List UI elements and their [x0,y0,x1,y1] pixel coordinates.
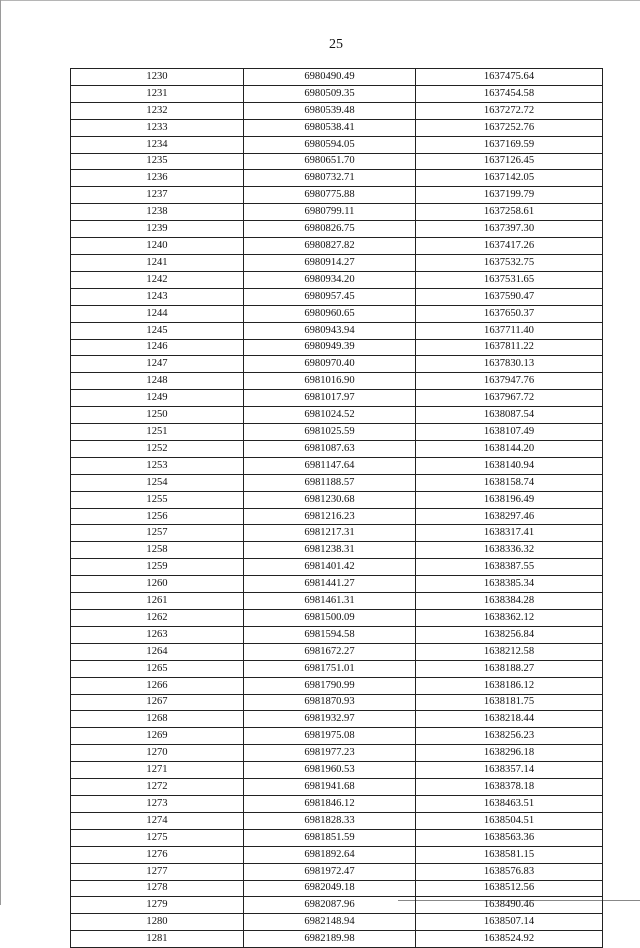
x-coordinate-cell: 6982189.98 [244,931,416,948]
table-row [71,880,603,897]
point-number-cell: 1242 [71,271,244,288]
y-coordinate-cell: 1638186.12 [416,677,603,694]
table-row [71,119,603,136]
table-row [71,339,603,356]
point-number-cell: 1244 [71,305,244,322]
x-coordinate-cell: 6981972.47 [244,863,416,880]
point-number-cell: 1241 [71,254,244,271]
x-coordinate-cell: 6981025.59 [244,424,416,441]
table-row [71,610,603,627]
y-coordinate-cell: 1637531.65 [416,271,603,288]
x-coordinate-cell: 6981238.31 [244,542,416,559]
table-row [71,491,603,508]
y-coordinate-cell: 1638378.18 [416,779,603,796]
x-coordinate-cell: 6980943.94 [244,322,416,339]
x-coordinate-cell: 6981500.09 [244,610,416,627]
point-number-cell: 1273 [71,795,244,812]
table-row [71,271,603,288]
scan-edge-left [0,0,1,905]
point-number-cell: 1257 [71,525,244,542]
y-coordinate-cell: 1638256.23 [416,728,603,745]
y-coordinate-cell: 1637272.72 [416,102,603,119]
y-coordinate-cell: 1637711.40 [416,322,603,339]
x-coordinate-cell: 6981016.90 [244,373,416,390]
y-coordinate-cell: 1638362.12 [416,610,603,627]
coordinates-table [70,68,603,948]
table-row [71,457,603,474]
table-row [71,373,603,390]
x-coordinate-cell: 6980960.65 [244,305,416,322]
point-number-cell: 1231 [71,85,244,102]
x-coordinate-cell: 6980539.48 [244,102,416,119]
y-coordinate-cell: 1638336.32 [416,542,603,559]
table-row [71,254,603,271]
y-coordinate-cell: 1637397.30 [416,221,603,238]
point-number-cell: 1251 [71,424,244,441]
point-number-cell: 1276 [71,846,244,863]
y-coordinate-cell: 1638524.92 [416,931,603,948]
x-coordinate-cell: 6980957.45 [244,288,416,305]
point-number-cell: 1254 [71,474,244,491]
y-coordinate-cell: 1638504.51 [416,812,603,829]
x-coordinate-cell: 6981188.57 [244,474,416,491]
y-coordinate-cell: 1637830.13 [416,356,603,373]
table-row [71,204,603,221]
y-coordinate-cell: 1638181.75 [416,694,603,711]
x-coordinate-cell: 6981017.97 [244,390,416,407]
y-coordinate-cell: 1638576.83 [416,863,603,880]
y-coordinate-cell: 1638256.84 [416,626,603,643]
point-number-cell: 1267 [71,694,244,711]
point-number-cell: 1260 [71,576,244,593]
table-row [71,829,603,846]
x-coordinate-cell: 6981087.63 [244,440,416,457]
x-coordinate-cell: 6981751.01 [244,660,416,677]
table-row [71,153,603,170]
y-coordinate-cell: 1638212.58 [416,643,603,660]
y-coordinate-cell: 1638188.27 [416,660,603,677]
table-row [71,508,603,525]
x-coordinate-cell: 6980934.20 [244,271,416,288]
point-number-cell: 1281 [71,931,244,948]
table-row [71,593,603,610]
table-row [71,238,603,255]
table-row [71,812,603,829]
table-row [71,779,603,796]
point-number-cell: 1239 [71,221,244,238]
y-coordinate-cell: 1638512.56 [416,880,603,897]
y-coordinate-cell: 1637811.22 [416,339,603,356]
point-number-cell: 1238 [71,204,244,221]
x-coordinate-cell: 6981024.52 [244,407,416,424]
point-number-cell: 1246 [71,339,244,356]
point-number-cell: 1258 [71,542,244,559]
x-coordinate-cell: 6981941.68 [244,779,416,796]
table-row [71,728,603,745]
point-number-cell: 1230 [71,69,244,86]
x-coordinate-cell: 6981870.93 [244,694,416,711]
table-row [71,424,603,441]
y-coordinate-cell: 1638563.36 [416,829,603,846]
y-coordinate-cell: 1638158.74 [416,474,603,491]
table-row [71,711,603,728]
point-number-cell: 1280 [71,914,244,931]
y-coordinate-cell: 1637258.61 [416,204,603,221]
point-number-cell: 1279 [71,897,244,914]
x-coordinate-cell: 6981790.99 [244,677,416,694]
table-row [71,221,603,238]
x-coordinate-cell: 6980914.27 [244,254,416,271]
y-coordinate-cell: 1638140.94 [416,457,603,474]
table-row [71,187,603,204]
point-number-cell: 1234 [71,136,244,153]
y-coordinate-cell: 1637532.75 [416,254,603,271]
point-number-cell: 1248 [71,373,244,390]
table-row [71,863,603,880]
point-number-cell: 1253 [71,457,244,474]
point-number-cell: 1263 [71,626,244,643]
point-number-cell: 1271 [71,762,244,779]
x-coordinate-cell: 6981401.42 [244,559,416,576]
table-row [71,660,603,677]
table-row [71,795,603,812]
x-coordinate-cell: 6981216.23 [244,508,416,525]
table-row [71,102,603,119]
x-coordinate-cell: 6980732.71 [244,170,416,187]
y-coordinate-cell: 1637475.64 [416,69,603,86]
y-coordinate-cell: 1638196.49 [416,491,603,508]
table-row [71,542,603,559]
point-number-cell: 1277 [71,863,244,880]
y-coordinate-cell: 1637126.45 [416,153,603,170]
point-number-cell: 1233 [71,119,244,136]
x-coordinate-cell: 6981230.68 [244,491,416,508]
y-coordinate-cell: 1637590.47 [416,288,603,305]
point-number-cell: 1250 [71,407,244,424]
y-coordinate-cell: 1637454.58 [416,85,603,102]
x-coordinate-cell: 6980799.11 [244,204,416,221]
scan-edge-top [0,0,640,1]
table-row [71,694,603,711]
x-coordinate-cell: 6981217.31 [244,525,416,542]
y-coordinate-cell: 1638463.51 [416,795,603,812]
point-number-cell: 1236 [71,170,244,187]
y-coordinate-cell: 1638387.55 [416,559,603,576]
point-number-cell: 1265 [71,660,244,677]
point-number-cell: 1259 [71,559,244,576]
table-row [71,846,603,863]
table-row [71,914,603,931]
x-coordinate-cell: 6981147.64 [244,457,416,474]
coordinates-table-body [71,69,603,948]
point-number-cell: 1252 [71,440,244,457]
point-number-cell: 1275 [71,829,244,846]
point-number-cell: 1235 [71,153,244,170]
x-coordinate-cell: 6980775.88 [244,187,416,204]
x-coordinate-cell: 6981851.59 [244,829,416,846]
x-coordinate-cell: 6981461.31 [244,593,416,610]
x-coordinate-cell: 6982049.18 [244,880,416,897]
table-row [71,170,603,187]
x-coordinate-cell: 6980594.05 [244,136,416,153]
x-coordinate-cell: 6980826.75 [244,221,416,238]
table-row [71,407,603,424]
y-coordinate-cell: 1638144.20 [416,440,603,457]
page-number: 25 [329,37,343,52]
y-coordinate-cell: 1638087.54 [416,407,603,424]
point-number-cell: 1261 [71,593,244,610]
table-row [71,626,603,643]
table-row [71,390,603,407]
x-coordinate-cell: 6980490.49 [244,69,416,86]
x-coordinate-cell: 6981932.97 [244,711,416,728]
table-row [71,85,603,102]
y-coordinate-cell: 1638317.41 [416,525,603,542]
y-coordinate-cell: 1638357.14 [416,762,603,779]
table-row [71,931,603,948]
table-row [71,288,603,305]
point-number-cell: 1249 [71,390,244,407]
table-row [71,762,603,779]
x-coordinate-cell: 6981892.64 [244,846,416,863]
x-coordinate-cell: 6980949.39 [244,339,416,356]
table-row [71,576,603,593]
y-coordinate-cell: 1638218.44 [416,711,603,728]
y-coordinate-cell: 1637142.05 [416,170,603,187]
point-number-cell: 1270 [71,745,244,762]
y-coordinate-cell: 1637417.26 [416,238,603,255]
y-coordinate-cell: 1638296.18 [416,745,603,762]
x-coordinate-cell: 6981960.53 [244,762,416,779]
y-coordinate-cell: 1637947.76 [416,373,603,390]
table-row [71,136,603,153]
y-coordinate-cell: 1637199.79 [416,187,603,204]
point-number-cell: 1240 [71,238,244,255]
table-row [71,322,603,339]
point-number-cell: 1264 [71,643,244,660]
x-coordinate-cell: 6981975.08 [244,728,416,745]
x-coordinate-cell: 6980651.70 [244,153,416,170]
x-coordinate-cell: 6981441.27 [244,576,416,593]
x-coordinate-cell: 6981828.33 [244,812,416,829]
y-coordinate-cell: 1638297.46 [416,508,603,525]
point-number-cell: 1232 [71,102,244,119]
table-row [71,897,603,914]
point-number-cell: 1256 [71,508,244,525]
y-coordinate-cell: 1638507.14 [416,914,603,931]
y-coordinate-cell: 1638384.28 [416,593,603,610]
point-number-cell: 1268 [71,711,244,728]
point-number-cell: 1262 [71,610,244,627]
x-coordinate-cell: 6981977.23 [244,745,416,762]
point-number-cell: 1247 [71,356,244,373]
table-row [71,474,603,491]
point-number-cell: 1278 [71,880,244,897]
point-number-cell: 1237 [71,187,244,204]
y-coordinate-cell: 1638107.49 [416,424,603,441]
x-coordinate-cell: 6981672.27 [244,643,416,660]
y-coordinate-cell: 1638581.15 [416,846,603,863]
point-number-cell: 1266 [71,677,244,694]
table-row [71,559,603,576]
point-number-cell: 1255 [71,491,244,508]
x-coordinate-cell: 6980538.41 [244,119,416,136]
point-number-cell: 1269 [71,728,244,745]
x-coordinate-cell: 6981846.12 [244,795,416,812]
point-number-cell: 1245 [71,322,244,339]
table-row [71,677,603,694]
x-coordinate-cell: 6980970.40 [244,356,416,373]
y-coordinate-cell: 1637252.76 [416,119,603,136]
table-row [71,69,603,86]
y-coordinate-cell: 1637169.59 [416,136,603,153]
x-coordinate-cell: 6980827.82 [244,238,416,255]
y-coordinate-cell: 1638490.46 [416,897,603,914]
y-coordinate-cell: 1637650.37 [416,305,603,322]
table-row [71,440,603,457]
point-number-cell: 1274 [71,812,244,829]
table-row [71,643,603,660]
x-coordinate-cell: 6982148.94 [244,914,416,931]
table-row [71,356,603,373]
point-number-cell: 1243 [71,288,244,305]
table-row [71,305,603,322]
y-coordinate-cell: 1637967.72 [416,390,603,407]
point-number-cell: 1272 [71,779,244,796]
table-row [71,745,603,762]
x-coordinate-cell: 6981594.58 [244,626,416,643]
x-coordinate-cell: 6982087.96 [244,897,416,914]
y-coordinate-cell: 1638385.34 [416,576,603,593]
x-coordinate-cell: 6980509.35 [244,85,416,102]
table-row [71,525,603,542]
